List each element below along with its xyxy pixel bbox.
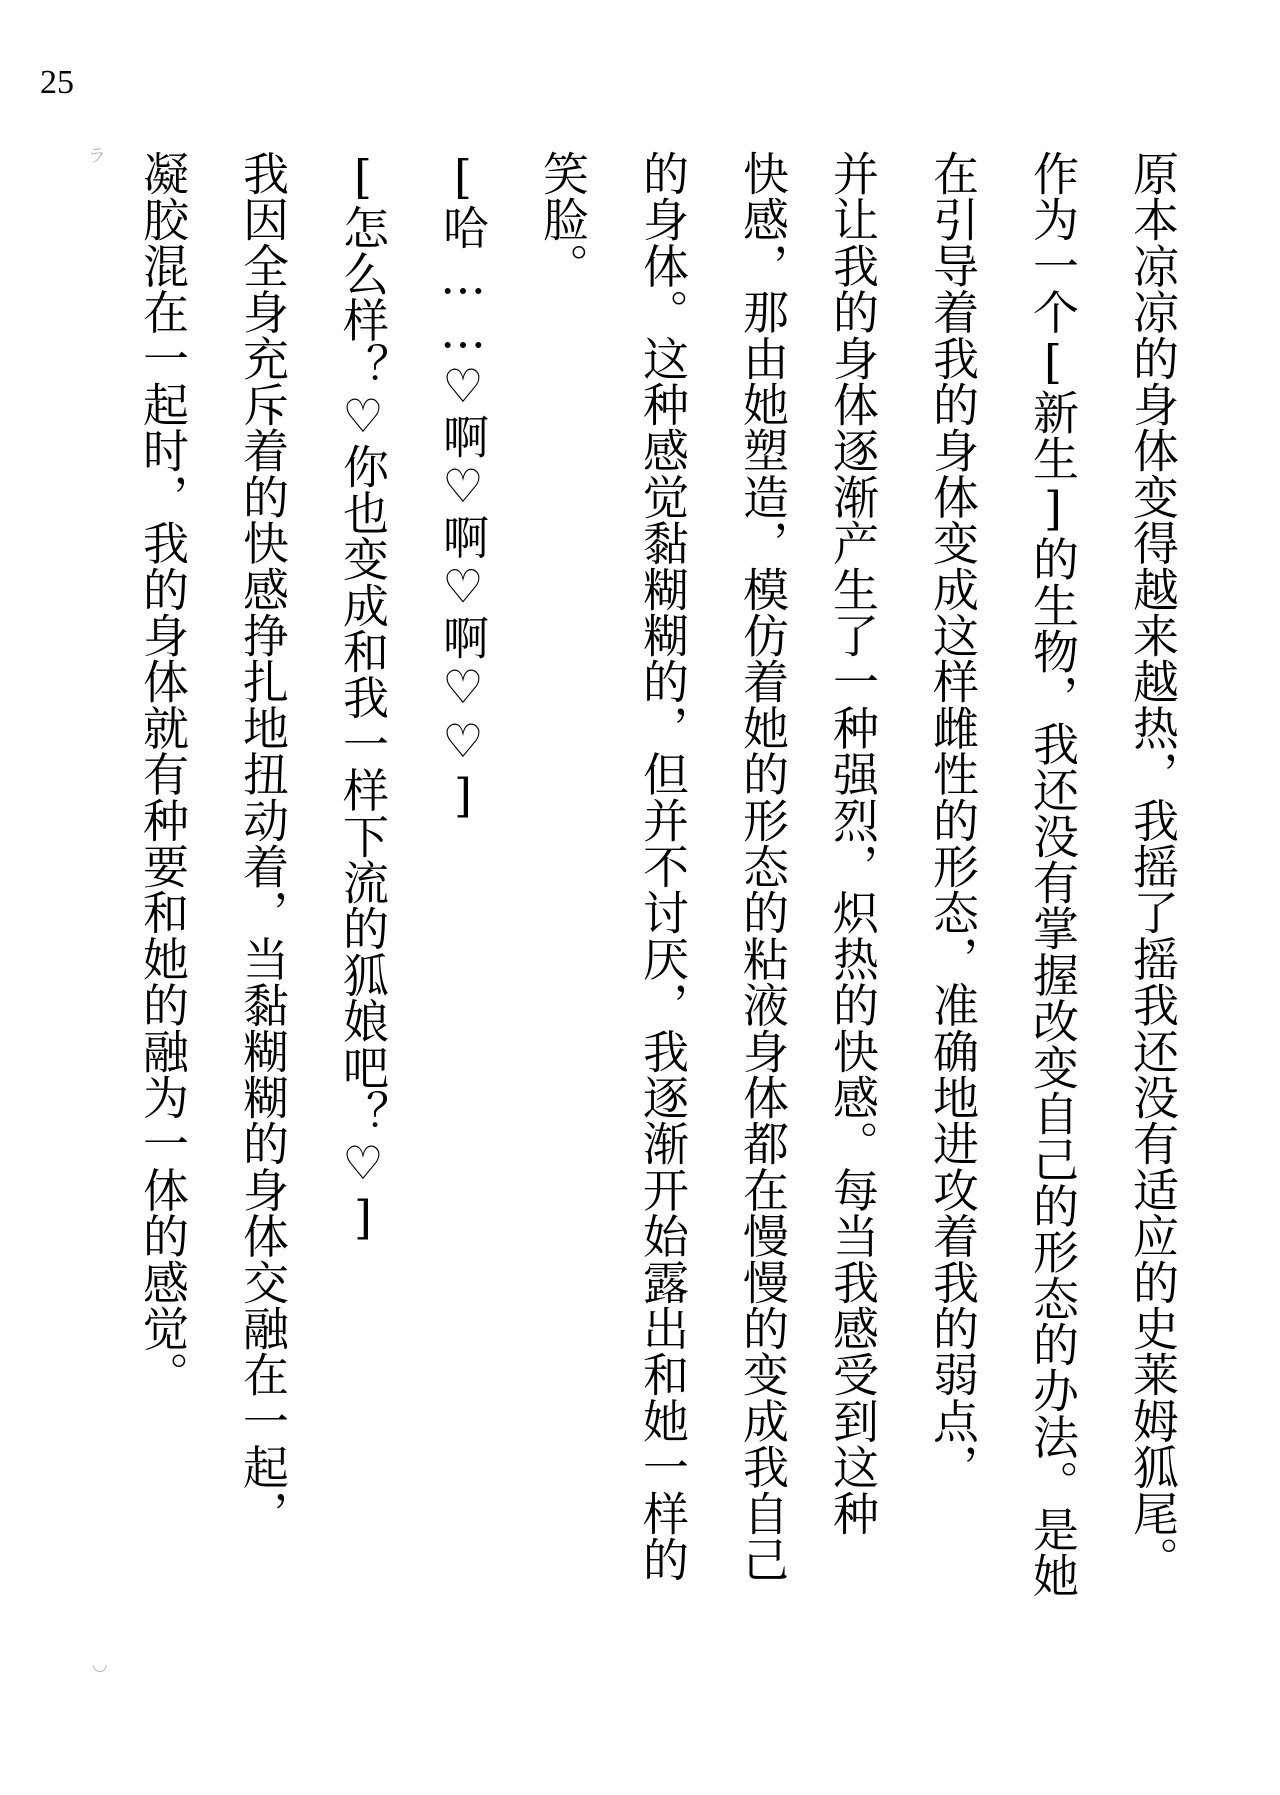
text-column-11: 凝胶混在一起时，我的身体就有种要和她的融为一体的感觉。 bbox=[136, 150, 190, 1398]
text-column-5: 快感，那由她塑造，模仿着她的形态的粘液身体都在慢慢的变成我自己 bbox=[736, 150, 790, 1583]
page-number: 25 bbox=[40, 64, 74, 101]
text-column-4: 并让我的身体逐渐产生了一种强烈，炽热的快感。每当我感受到这种 bbox=[826, 150, 880, 1536]
text-column-10: 我因全身充斥着的快感挣扎地扭动着，当黏糊糊的身体交融在一起， bbox=[236, 150, 290, 1536]
text-column-3: 在引导着我的身体变成这样雌性的形态，准确地进攻着我的弱点， bbox=[926, 150, 980, 1490]
text-column-7: 笑脸。 bbox=[536, 150, 590, 289]
scan-artifact-mark: ラ bbox=[88, 146, 106, 167]
text-column-1: 原本凉凉的身体变得越来越热，我摇了摇我还没有适应的史莱姆狐尾。 bbox=[1126, 150, 1180, 1583]
text-column-2: 作为一个[新生]的生物，我还没有掌握改变自己的形态的办法。是她 bbox=[1026, 150, 1080, 1599]
scan-artifact-mark: ◡ bbox=[92, 1654, 108, 1675]
dialogue-line-1: [哈……♡啊♡啊♡啊♡♡] bbox=[436, 150, 490, 823]
dialogue-line-2: [怎么样？♡你也变成和我一样下流的狐娘吧？♡] bbox=[336, 150, 390, 1245]
text-column-6: 的身体。这种感觉黏糊糊的，但并不讨厌，我逐渐开始露出和她一样的 bbox=[636, 150, 690, 1583]
